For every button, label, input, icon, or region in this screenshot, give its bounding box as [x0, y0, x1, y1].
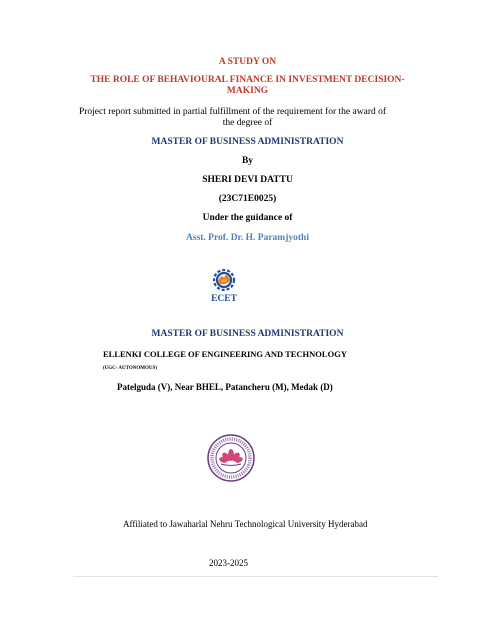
- title-line-1: A STUDY ON: [218, 57, 277, 67]
- year-range: 2023-2025: [209, 558, 248, 568]
- college-logo: [201, 265, 247, 305]
- guide-name: Asst. Prof. Dr. H. Paramjyothi: [186, 233, 309, 243]
- title-line-3: MAKING: [226, 86, 269, 96]
- student-name: SHERI DEVI DATTU: [202, 175, 293, 185]
- college-status: (UGC- AUTONOMOUS): [103, 366, 157, 371]
- footer-divider: [73, 576, 438, 577]
- ecet-logo-text: ECET: [211, 294, 237, 304]
- submission-line-1: Project report submitted in partial fulfillment of the requirement for the award of: [78, 107, 387, 117]
- department-heading: MASTER OF BUSINESS ADMINISTRATION: [151, 329, 344, 339]
- university-seal: [206, 433, 256, 483]
- title-line-2: THE ROLE OF BEHAVIOURAL FINANCE IN INVESTMENT DECISION-: [90, 75, 405, 85]
- jntu-seal-graphic: [206, 433, 256, 483]
- college-name: ELLENKI COLLEGE OF ENGINEERING AND TECHNOLOGY: [103, 349, 347, 359]
- submission-line-2: the degree of: [222, 118, 273, 128]
- ecet-logo-graphic: [201, 265, 247, 305]
- degree-heading: MASTER OF BUSINESS ADMINISTRATION: [151, 137, 344, 147]
- by-label: By: [241, 156, 254, 166]
- guidance-label: Under the guidance of: [202, 213, 293, 223]
- college-address: Patelguda (V), Near BHEL, Patancheru (M), Medak (D): [117, 382, 333, 392]
- affiliation-text: Affiliated to Jawaharlal Nehru Technological University Hyderabad: [123, 519, 368, 529]
- roll-number: (23C71E0025): [218, 194, 277, 204]
